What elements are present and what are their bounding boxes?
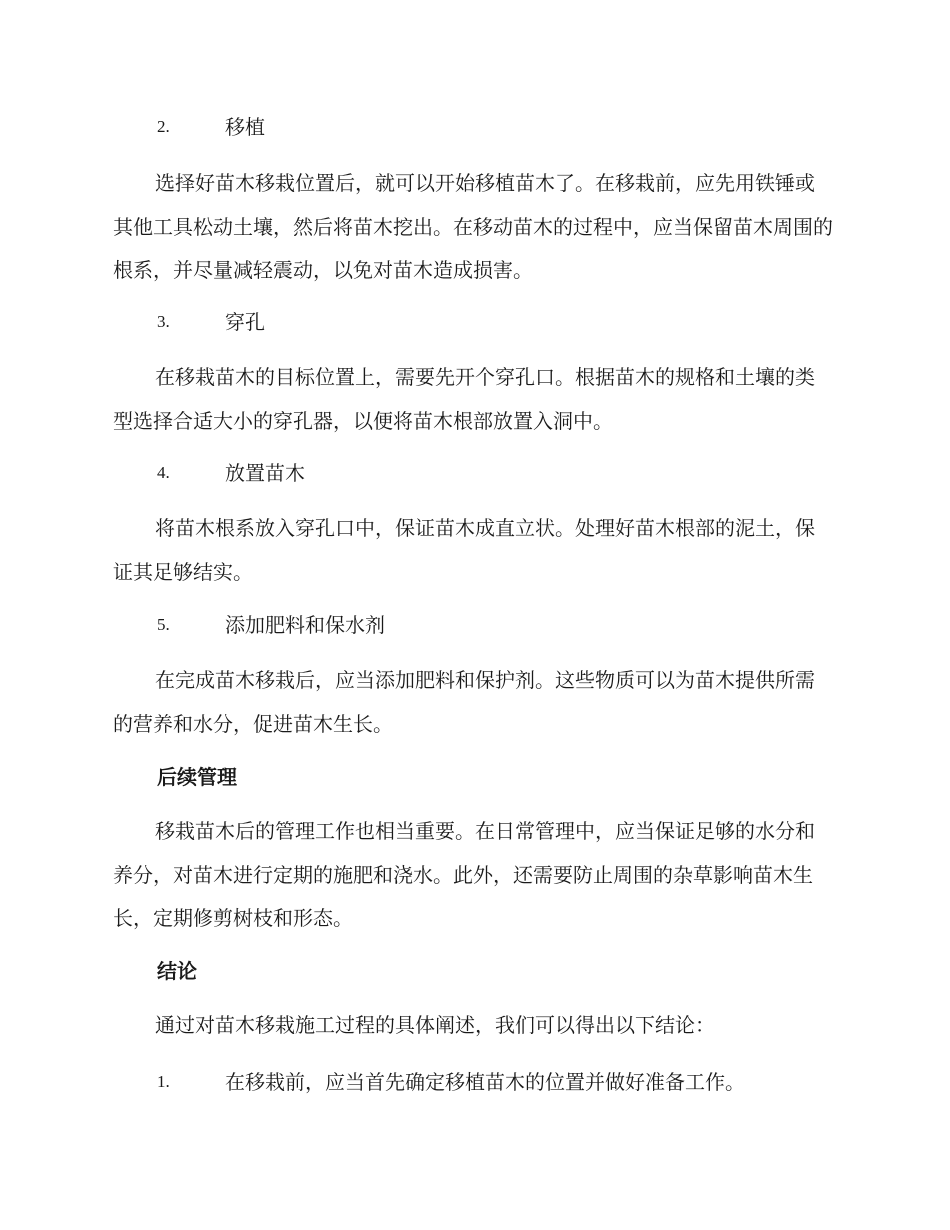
paragraph-transplant: 选择好苗木移栽位置后，就可以开始移植苗木了。在移栽前，应先用铁锤或其他工具松动土壤，然后将苗木挖出。在移动苗木的过程中，应当保留苗木周围的根系，并尽量减轻震动，以免对苗木造成损害。 bbox=[113, 171, 833, 282]
list-label: 添加肥料和保水剂 bbox=[225, 613, 385, 637]
section-heading-conclusion: 结论 bbox=[157, 959, 197, 983]
list-number: 5. bbox=[157, 615, 170, 634]
paragraph-place-seedling: 将苗木根系放入穿孔口中，保证苗木成直立状。处理好苗木根部的泥土，保证其足够结实。 bbox=[113, 516, 815, 584]
paragraph-fertilizer: 在完成苗木移栽后，应当添加肥料和保护剂。这些物质可以为苗木提供所需的营养和水分，促进苗木生长。 bbox=[113, 668, 815, 736]
list-item-punch-hole bbox=[0, 307, 950, 337]
list-label: 在移栽前，应当首先确定移植苗木的位置并做好准备工作。 bbox=[225, 1070, 745, 1094]
list-item-transplant bbox=[0, 112, 950, 142]
section-heading-management: 后续管理 bbox=[157, 765, 237, 789]
list-number: 1. bbox=[157, 1072, 170, 1091]
list-label: 穿孔 bbox=[225, 310, 265, 334]
paragraph-punch-hole: 在移栽苗木的目标位置上，需要先开个穿孔口。根据苗木的规格和土壤的类型选择合适大小的穿孔器，以便将苗木根部放置入洞中。 bbox=[113, 365, 815, 433]
list-number: 3. bbox=[157, 312, 170, 331]
paragraph-conclusion-intro: 通过对苗木移栽施工过程的具体阐述，我们可以得出以下结论： bbox=[155, 1013, 715, 1037]
list-number: 4. bbox=[157, 463, 170, 482]
list-label: 放置苗木 bbox=[225, 461, 305, 485]
paragraph-management: 移栽苗木后的管理工作也相当重要。在日常管理中，应当保证足够的水分和养分，对苗木进行定期的施肥和浇水。此外，还需要防止周围的杂草影响苗木生长，定期修剪树枝和形态。 bbox=[113, 819, 815, 930]
list-number: 2. bbox=[157, 117, 170, 136]
list-label: 移植 bbox=[225, 115, 265, 139]
list-item-fertilizer bbox=[0, 610, 950, 640]
list-item-conclusion-1 bbox=[0, 1067, 950, 1097]
list-item-place-seedling bbox=[0, 458, 950, 488]
